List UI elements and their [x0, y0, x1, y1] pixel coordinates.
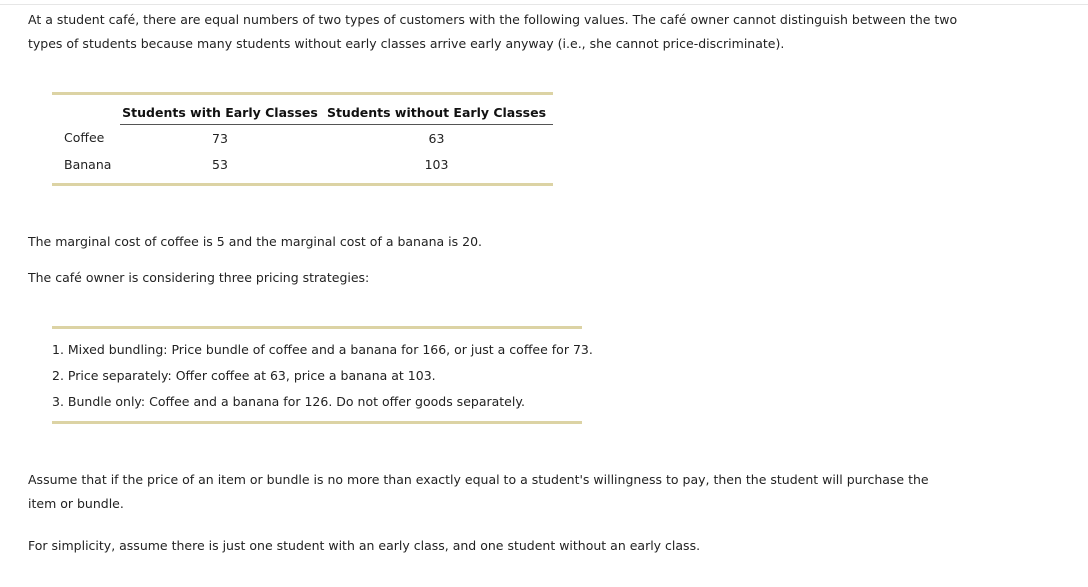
row-label: Coffee	[64, 130, 105, 146]
list-item: 1. Mixed bundling: Price bundle of coffee and a banana for 166, or just a coffee for 73.	[52, 342, 593, 357]
list-item: 3. Bundle only: Coffee and a banana for 126. Do not offer goods separately.	[52, 394, 525, 409]
list-bottom-rule	[52, 421, 582, 424]
row-label: Banana	[64, 156, 112, 172]
cell-early: 53	[212, 156, 228, 172]
cell-early: 73	[212, 130, 228, 146]
assumption-paragraph: Assume that if the price of an item or bundle is no more than exactly equal to a student's willingness to pay, then the student will purchase the item or bundle.	[28, 472, 929, 511]
marginal-cost-text: The marginal cost of coffee is 5 and the marginal cost of a banana is 20.	[28, 234, 483, 249]
table-row	[52, 125, 553, 152]
values-table	[52, 100, 553, 177]
header-no-early-classes: Students without Early Classes	[320, 100, 553, 125]
header-blank	[52, 100, 120, 125]
header-early-classes: Students with Early Classes	[120, 100, 320, 125]
simplicity-paragraph: For simplicity, assume there is just one student with an early class, and one student without an early class.	[28, 538, 701, 553]
table-top-rule	[52, 92, 553, 95]
list-top-rule	[52, 326, 582, 329]
strategy-list	[52, 338, 593, 416]
intro-paragraph: At a student café, there are equal numbers of two types of customers with the following values. The café owner cannot distinguish between the two types of students because many students without early classes arrive early anyway (i.e., she cannot price-discriminate).	[28, 12, 958, 51]
cell-no-early: 103	[424, 156, 449, 172]
list-item: 2. Price separately: Offer coffee at 63, price a banana at 103.	[52, 368, 436, 383]
strategies-intro-text: The café owner is considering three pricing strategies:	[28, 270, 370, 285]
table-row	[52, 151, 553, 177]
cell-no-early: 63	[428, 130, 445, 146]
table-header-row	[52, 100, 553, 125]
top-divider	[0, 4, 1088, 5]
table-bottom-rule	[52, 183, 553, 186]
